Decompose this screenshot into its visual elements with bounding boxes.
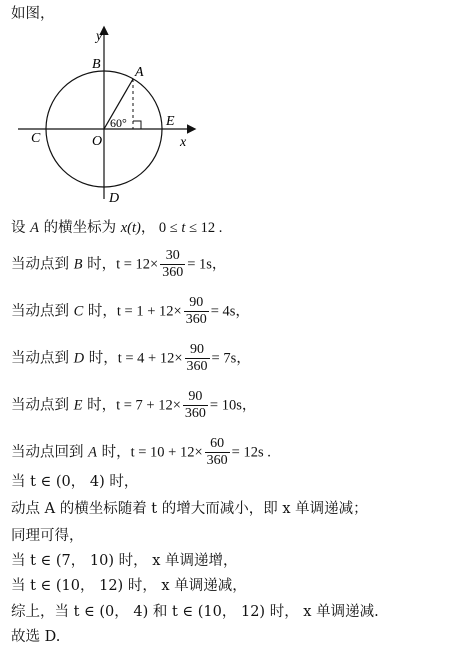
fraction-denominator: 360 [184, 406, 206, 421]
step-line [11, 389, 256, 422]
step-point: B [73, 256, 83, 273]
x-axis-label: x [180, 135, 187, 150]
setup-pre: 设 [11, 220, 31, 236]
text-line-7: 故选 D. [11, 629, 61, 645]
step-mid: 时， [82, 256, 117, 273]
step-pre: 当动点到 [11, 256, 74, 273]
text-line-1: 当 t ∈ (0， 4) 时， [11, 474, 139, 490]
text-line-5: 当 t ∈ (10， 12) 时， x 单调递减， [11, 578, 247, 594]
fraction [184, 295, 209, 328]
step-line [11, 295, 250, 328]
intro-text: 如图， [11, 6, 55, 22]
fraction-numerator: 90 [184, 295, 209, 312]
step-expr-left: t = 1 + 12× [116, 303, 182, 320]
point-c-label: C [31, 131, 41, 146]
step-point: E [73, 397, 83, 414]
setup-fx: x(t) [120, 220, 141, 236]
fraction [183, 389, 208, 422]
fraction-numerator: 60 [205, 436, 230, 453]
fraction-denominator: 360 [162, 265, 184, 280]
y-axis-label: y [96, 29, 103, 44]
step-expr-right: = 10s， [209, 397, 257, 414]
fraction-denominator: 360 [206, 453, 228, 468]
step-pre: 当动点到 [11, 397, 74, 414]
step-line [11, 342, 251, 375]
step-point: A [88, 444, 97, 461]
text-line-6: 综上，当 t ∈ (0， 4) 和 t ∈ (10， 12) 时， x 单调递减. [11, 604, 379, 620]
step-mid: 时， [82, 397, 117, 414]
setup-post2: ≤ 12 . [185, 220, 223, 236]
setup-line [11, 218, 222, 238]
step-pre: 当动点回到 [11, 444, 89, 461]
angle-label: 60° [110, 116, 127, 130]
setup-t: t [181, 220, 186, 236]
fraction [205, 436, 230, 469]
text-line-2: 动点 A 的横坐标随着 t 的增大而减小，即 x 单调递减； [11, 501, 368, 517]
setup-post: ， 0 ≤ [140, 220, 182, 236]
step-expr-right: = 7s， [211, 350, 251, 367]
fraction-numerator: 90 [185, 342, 210, 359]
point-o-label: O [92, 134, 103, 149]
text-line-3: 同理可得， [11, 528, 84, 544]
step-expr-left: t = 4 + 12× [117, 350, 183, 367]
point-e-label: E [166, 114, 175, 129]
fraction [160, 248, 185, 281]
step-mid: 时， [96, 444, 131, 461]
fraction-denominator: 360 [185, 312, 207, 327]
fraction [185, 342, 210, 375]
step-expr-right: = 1s， [187, 256, 227, 273]
point-b-label: B [92, 57, 101, 72]
point-a-label: A [135, 65, 144, 80]
setup-mid: 的横坐标为 [38, 220, 121, 236]
step-expr-left: t = 10 + 12× [130, 444, 203, 461]
step-pre: 当动点到 [11, 303, 74, 320]
step-expr-right: = 4s， [210, 303, 250, 320]
step-point: D [73, 350, 85, 367]
step-expr-left: t = 7 + 12× [116, 397, 181, 414]
fraction-numerator: 90 [183, 389, 208, 406]
text-line-4: 当 t ∈ (7， 10) 时， x 单调递增， [11, 553, 238, 569]
right-angle-mark [133, 121, 141, 129]
fraction-numerator: 30 [160, 248, 185, 265]
step-pre: 当动点到 [11, 350, 74, 367]
unit-circle-figure [18, 24, 208, 214]
fraction-denominator: 360 [186, 359, 208, 374]
step-expr-left: t = 12× [116, 256, 159, 273]
setup-var: A [30, 220, 39, 236]
step-line [11, 436, 271, 469]
step-mid: 时， [84, 350, 118, 367]
step-line [11, 248, 226, 281]
step-point: C [73, 303, 84, 320]
step-mid: 时， [83, 303, 117, 320]
step-expr-right: = 12s . [231, 444, 271, 461]
point-d-label: D [109, 191, 120, 206]
